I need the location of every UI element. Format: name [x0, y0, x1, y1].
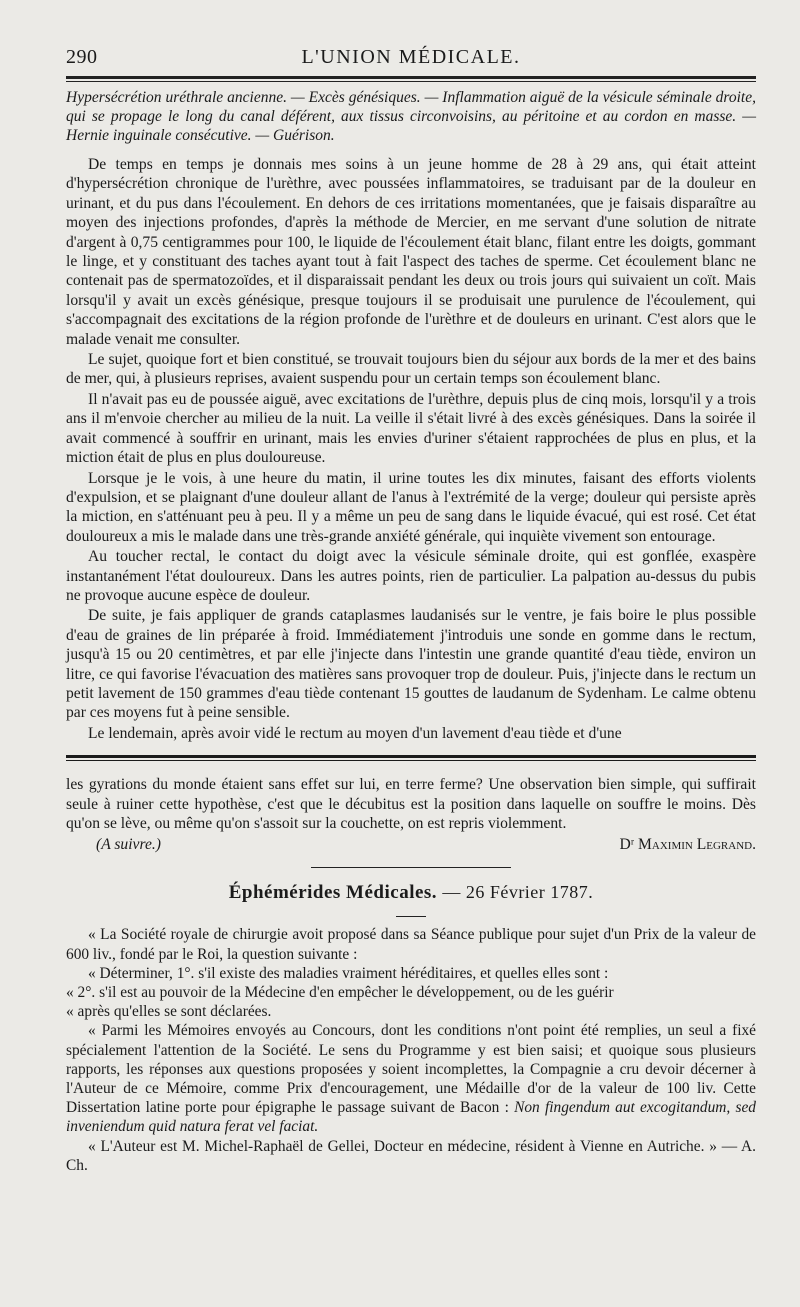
feuilleton	[66, 775, 756, 855]
page-header	[66, 44, 756, 74]
signature-line	[66, 835, 756, 855]
feuilleton-separator	[66, 755, 756, 761]
ephemerides-paragraph-text: « Parmi les Mémoires envoyés au Concours, dont les conditions n'ont point été remplies, un seul a fixé spécialement l'attention de la Société. Le sens du Programme y est bien saisi; et quoique sous plusieurs rapports, les réponses aux questions proposées y soient incomplettes, la Compagnie a cru devoir décerner à l'Auteur de ce Mémoire, comme Prix d'encouragement, une Médaille d'or de la valeur de 100 liv. Cette Dissertation latine porte pour épigraphe le passage suivant de Bacon :	[66, 1022, 756, 1117]
article-paragraph: De suite, je fais appliquer de grands cataplasmes laudanisés sur le ventre, je fais boire le plus possible d'eau de graines de lin préparée à froid. Immédiatement j'introduis une sonde en gomme dans le rectum, jusqu'à 15 ou 20 centimètres, et par elle j'injecte dans l'intestin une grande quantité d'eau tiède, environ un litre, ce qui favorise l'évacuation des matières sans provoquer trop de douleur. Puis, j'injecte dans le rectum un petit lavement de 150 grammes d'eau tiède contenant 15 gouttes de laudanum de Sydenham. Le calme obtenu par ces moyens fut à peine sensible.	[66, 607, 756, 722]
running-title: L'UNION MÉDICALE.	[301, 46, 521, 68]
ephemerides-heading	[66, 882, 756, 904]
ephemerides-date: — 26 Février 1787.	[442, 882, 594, 903]
ephemerides-paragraph: « après qu'elles se sont déclarées.	[66, 1003, 272, 1021]
article-title: Hypersécrétion uréthrale ancienne. — Excès génésiques. — Inflammation aiguë de la vésicule séminale droite, qui se propage le long du canal déférent, aux tissus circonvoisins, au péritoine et au cordon en masse. — Hernie inguinale consécutive. — Guérison.	[66, 89, 756, 144]
ephemerides-title: Éphémérides Médicales.	[228, 882, 438, 904]
header-rule	[66, 76, 756, 82]
article-paragraph: Lorsque je le vois, à une heure du matin, il urine toutes les dix minutes, faisant des efforts violents d'expulsion, et se plaignant d'une douleur allant de l'anus à l'extrémité de la verge; douleur qui persiste après la miction, en s'atténuant peu à peu. Il y a même un peu de sang dans le liquide évacué, qui est rosé. Cet état douloureux a mis le malade dans une très-grande anxiété générale, qui inquiète vivement son entourage.	[66, 469, 756, 545]
to-follow-note: (A suivre.)	[96, 836, 161, 854]
section-divider	[311, 867, 511, 868]
ephemerides-section	[66, 882, 756, 1175]
article-paragraph: Le lendemain, après avoir vidé le rectum au moyen d'un lavement d'eau tiède et d'une	[88, 724, 622, 742]
heading-dash	[396, 916, 426, 917]
article-paragraph: De temps en temps je donnais mes soins à un jeune homme de 28 à 29 ans, qui était atteint d'hypersécrétion chronique de l'urèthre, avec poussées inflammatoires, se traduisant par de la douleur en urinant, et du pus dans l'écoulement. En dehors de ces irritations momentanées, que je faisais disparaître au moyen des injections profondes, d'après la méthode de Mercier, en me servant d'une solution de nitrate d'argent à 0,75 centigrammes pour 100, le liquide de l'écoulement était blanc, filant entre les doigts, gommant le linge, et y constituant des taches ayant tout à fait l'aspect des taches de sperme. Cet écoulement blanc ne contenait pas de spermatozoïdes, et il disparaissait pendant les deux ou trois jours qui suivaient un coït. Mais lorsqu'il y avait un excès génésique, presque toujours il se produisait une purulence de l'écoulement, qui s'accompagnait des excitations de la région profonde de l'urèthre et de douleurs en urinant. C'est alors que le malade venait me consulter.	[66, 156, 756, 348]
ephemerides-paragraph: « 2°. s'il est au pouvoir de la Médecine d'en empêcher le développement, ou de les guérir	[66, 984, 614, 1002]
article-paragraph: Il n'avait pas eu de poussée aiguë, avec excitations de l'urèthre, depuis plus de cinq mois, lorsqu'il y a trois ans il m'envoie chercher au milieu de la nuit. La veille il s'était livré à des excès génésiques. Dans la soirée il avait commencé à souffrir en urinant, mais les envies d'uriner s'étaient rapprochées de plus en plus, et la miction était de plus en plus douloureuse.	[66, 390, 756, 467]
author-signature: Dʳ Maximin Legrand.	[619, 836, 756, 854]
article	[66, 88, 756, 743]
article-body	[66, 155, 756, 743]
page-number: 290	[66, 46, 98, 68]
feuilleton-text: les gyrations du monde étaient sans effet sur lui, en terre ferme? Une observation bien simple, qui suffirait seule à ruiner cette hypothèse, c'est que le décubitus est la position dans laquelle on souffre le moins. Dès qu'on se lève, ou même qu'on s'assoit sur la couchette, on est repris violemment.	[66, 776, 756, 832]
article-paragraph: Au toucher rectal, le contact du doigt avec la vésicule séminale droite, qui est gonflée, exaspère instantanément l'état douloureux. Dans les autres points, rien de particulier. La palpation au-dessus du pubis ne provoque aucune espèce de douleur.	[66, 548, 756, 604]
ephemerides-paragraph: « L'Auteur est M. Michel-Raphaël de Gellei, Docteur en médecine, résident à Vienne en Autriche. » — A. Ch.	[66, 1137, 756, 1174]
ephemerides-paragraph: « Déterminer, 1°. s'il existe des maladies vraiment héréditaires, et quelles elles sont :	[88, 964, 609, 982]
article-paragraph: Le sujet, quoique fort et bien constitué, se trouvait toujours bien du séjour aux bords de la mer et des bains de mer, qui, à plusieurs reprises, avaient suspendu pour un certain temps son écoulement blanc.	[66, 351, 756, 388]
ephemerides-paragraph	[66, 1021, 756, 1136]
ephemerides-paragraph: « La Société royale de chirurgie avoit proposé dans sa Séance publique pour sujet d'un Prix de la valeur de 600 liv., fondé par le Roi, la question suivante :	[66, 926, 756, 963]
bacon-epigraph: Non fingendum aut excogitandum, sed inveniendum quid natura ferat vel faciat.	[66, 1099, 756, 1136]
